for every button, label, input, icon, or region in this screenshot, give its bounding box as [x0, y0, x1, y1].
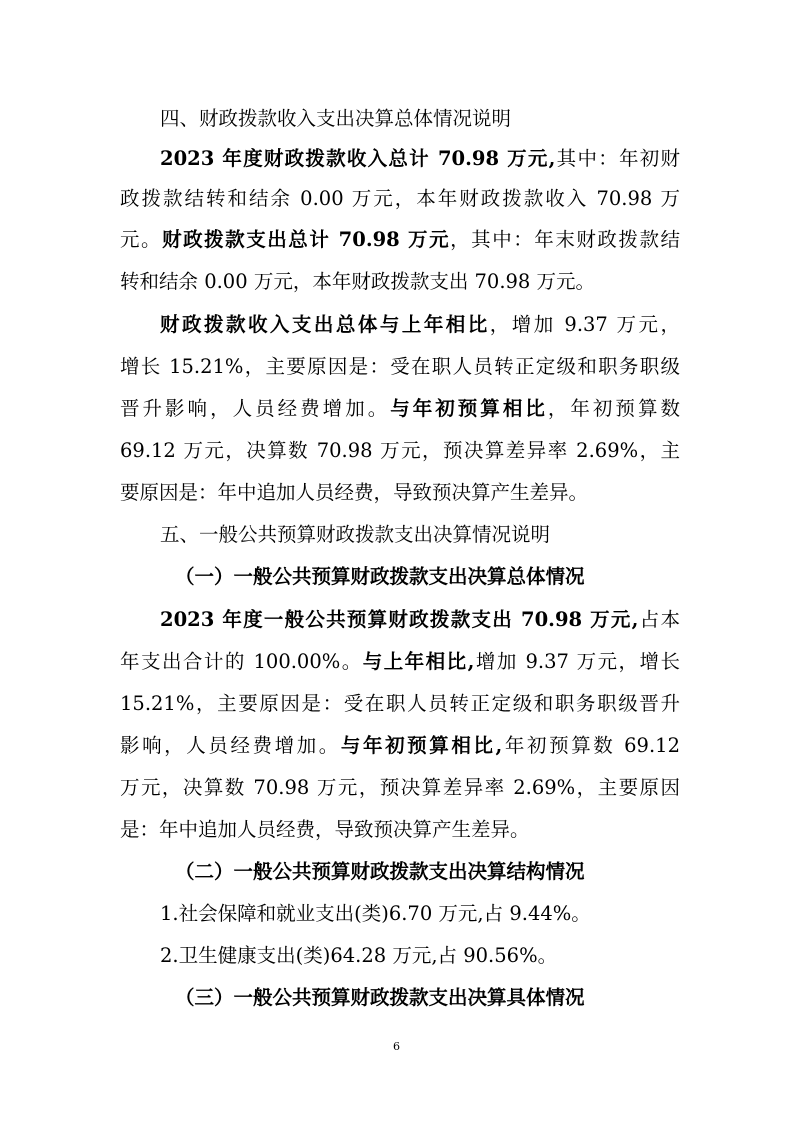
paragraph-2-line-4: 69.12 万元，决算数 70.98 万元，预决算差异率 2.69%，主 — [120, 439, 680, 462]
list-item-2: 2.卫生健康支出(类)64.28 万元,占 90.56%。 — [160, 944, 558, 967]
paragraph-2-line-5: 要原因是：年中追加人员经费，导致预决算产生差异。 — [120, 481, 589, 504]
bold-text: 2023 年度财政拨款收入总计 70.98 万元, — [160, 147, 556, 170]
text: 元。 — [120, 228, 163, 251]
text: 年初预算数 69.12 — [502, 734, 680, 757]
bold-text: 与上年相比, — [362, 650, 475, 673]
subsection-1-heading: （一）一般公共预算财政拨款支出决算总体情况 — [175, 565, 585, 588]
bold-text: 2023 年度一般公共预算财政拨款支出 70.98 万元, — [160, 608, 639, 631]
page-number: 6 — [393, 1040, 400, 1053]
text: 年支出合计的 100.00%。 — [120, 650, 363, 673]
text: 占本 — [638, 608, 680, 631]
bold-text: 与年初预算相比 — [390, 397, 548, 420]
paragraph-3-line-4 — [0, 732, 680, 760]
list-item-1: 1.社会保障和就业支出(类)6.70 万元,占 9.44%。 — [160, 902, 591, 925]
section-5-heading: 五、一般公共预算财政拨款支出决算情况说明 — [160, 523, 551, 546]
bold-text: 与年初预算相比, — [340, 734, 503, 757]
paragraph-1-line-1 — [0, 145, 680, 173]
paragraph-3-line-6: 是：年中追加人员经费，导致预决算产生差异。 — [120, 818, 530, 841]
text: ，其中：年末财政拨款结 — [450, 228, 680, 251]
paragraph-3-line-5: 万元，决算数 70.98 万元，预决算差异率 2.69%，主要原因 — [120, 776, 680, 799]
text: 影响，人员经费增加。 — [120, 734, 341, 757]
bold-text: 财政拨款收入支出总体与上年相比 — [160, 313, 490, 336]
paragraph-1-line-2: 政拨款结转和结余 0.00 万元，本年财政拨款收入 70.98 万 — [120, 187, 680, 210]
paragraph-3-line-3: 15.21%，主要原因是：受在职人员转正定级和职务职级晋升 — [120, 692, 680, 715]
text: 其中：年初财 — [555, 147, 680, 170]
paragraph-1-line-4: 转和结余 0.00 万元，本年财政拨款支出 70.98 万元。 — [120, 270, 596, 293]
text: 增加 9.37 万元，增长 — [474, 650, 680, 673]
subsection-3-heading: （三）一般公共预算财政拨款支出决算具体情况 — [175, 986, 585, 1009]
paragraph-3-line-1 — [0, 606, 680, 634]
text: 晋升影响，人员经费增加。 — [120, 397, 391, 420]
subsection-2-heading: （二）一般公共预算财政拨款支出决算结构情况 — [175, 860, 585, 883]
paragraph-2-line-2: 增长 15.21%，主要原因是：受在职人员转正定级和职务职级 — [120, 355, 680, 378]
paragraph-3-line-2 — [0, 648, 680, 676]
section-4-heading: 四、财政拨款收入支出决算总体情况说明 — [160, 107, 512, 130]
paragraph-1-line-3 — [0, 226, 680, 254]
text: ，年初预算数 — [547, 397, 680, 420]
paragraph-2-line-1 — [0, 311, 680, 339]
paragraph-2-line-3 — [0, 395, 680, 423]
bold-text: 财政拨款支出总计 70.98 万元 — [162, 228, 451, 251]
text: ，增加 9.37 万元， — [489, 313, 680, 336]
